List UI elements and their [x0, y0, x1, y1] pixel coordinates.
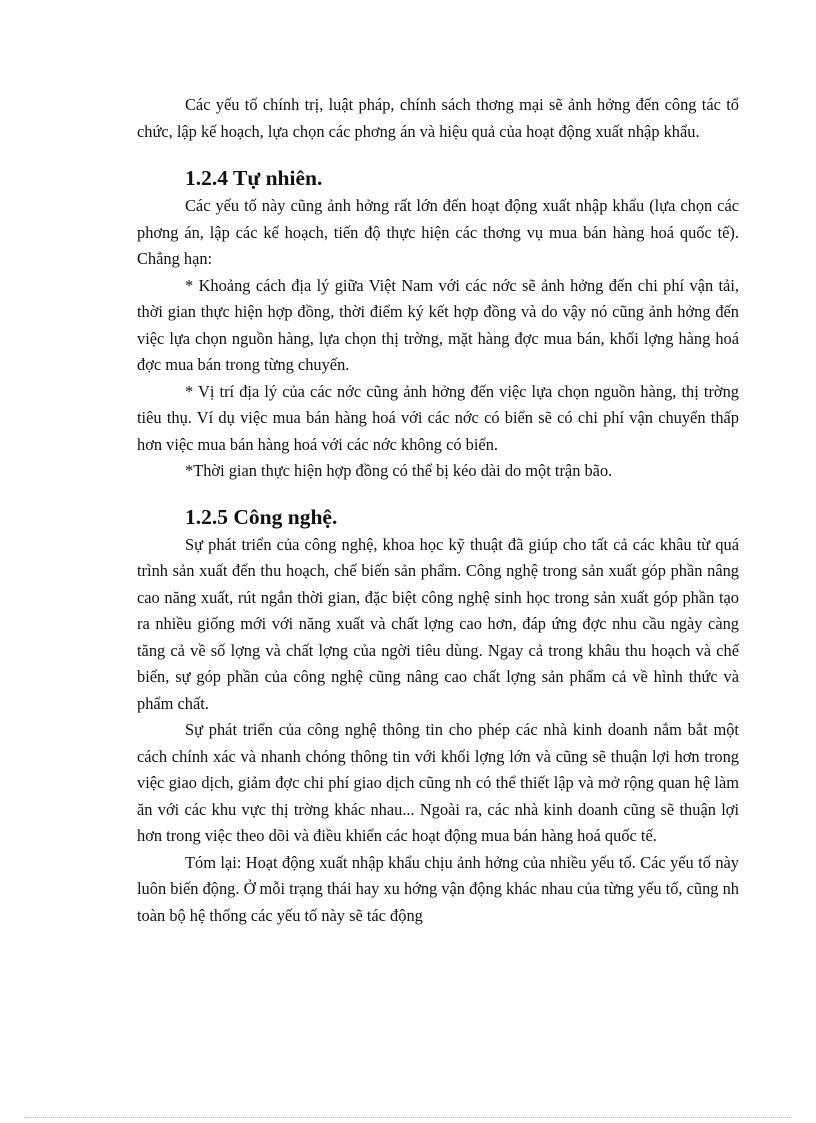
paragraph-contract-delay: *Thời gian thực hiện hợp đồng có thể bị kéo dài do một trận bão.	[185, 461, 613, 480]
paragraph-natural-intro: Các yếu tố này cũng ảnh hởng rất lớn đến hoạt động xuất nhập khẩu (lựa chọn các phơng án, lập các kế hoạch, tiến độ thực hiện các thơng vụ mua bán hàng hoá quốc tế). Chẳng hạn:	[137, 196, 739, 268]
paragraph-technology-development: Sự phát triển của công nghệ, khoa học kỹ thuật đã giúp cho tất cả các khâu từ quá trình sản xuất đến thu hoạch, chế biến sản phẩm. Công nghệ trong sản xuất góp phần nâng cao năng xuất, rút ngắn thời gian, đặc biệt công nghệ sinh học trong sản xuất góp phần tạo ra nhiều giống mới với năng xuất và chất lợng cao hơn, đáp ứng đợc nhu cầu ngày càng tăng cả về số lợng và chất lợng của ngời tiêu dùng. Ngay cả trong khâu thu hoạch và chế biến, sự góp phần của công nghệ cũng nâng cao chất lợng sản phẩm cả về hình thức và phẩm chất.	[137, 534, 739, 713]
paragraph-geographic-distance: * Khoảng cách địa lý giữa Việt Nam với các nớc sẽ ảnh hởng đến chi phí vận tải, thời gian thực hiện hợp đồng, thời điểm ký kết hợp đồng và do vậy nó cũng ảnh hởng đến việc lựa chọn nguồn hàng, lựa chọn thị trờng, mặt hàng đợc mua bán, khối lợng hàng hoá đợc mua bán trong từng chuyến.	[137, 275, 739, 374]
page-bottom-divider	[24, 1117, 792, 1118]
paragraph-politics: Các yếu tố chính trị, luật pháp, chính sách thơng mại sẽ ảnh hởng đến công tác tổ chức, lập kế hoạch, lựa chọn các phơng án và hiệu quả của hoạt động xuất nhập khẩu.	[137, 95, 739, 141]
section-heading-technology: 1.2.5 Công nghệ.	[185, 504, 338, 529]
paragraph-summary: Tóm lại: Hoạt động xuất nhập khẩu chịu ảnh hởng của nhiều yếu tố. Các yếu tố này luôn biến động. Ở mỗi trạng thái hay xu hớng vận động khác nhau của từng yếu tố, cũng nh toàn bộ hệ thống các yếu tố này sẽ tác động	[137, 852, 739, 925]
paragraph-information-technology: Sự phát triển của công nghệ thông tin cho phép các nhà kinh doanh nắm bắt một cách chính xác và nhanh chóng thông tin với khối lợng lớn và cũng sẽ thuận lợi hơn trong việc giao dịch, giảm đợc chi phí giao dịch cũng nh có thể thiết lập và mở rộng quan hệ làm ăn với các khu vực thị trờng khác nhau... Ngoài ra, các nhà kinh doanh cũng sẽ thuận lợi hơn trong việc theo dõi và điều khiển các hoạt động mua bán hàng hoá quốc tế.	[137, 720, 739, 845]
section-heading-natural: 1.2.4 Tự nhiên.	[185, 166, 323, 190]
paragraph-geographic-position: * Vị trí địa lý của các nớc cũng ảnh hởng đến việc lựa chọn nguồn hàng, thị trờng tiêu thụ. Ví dụ việc mua bán hàng hoá với các nớc có biển sẽ có chi phí vận chuyển thấp hơn việc mua bán hàng hoá với các nớc không có biển.	[137, 381, 739, 454]
document-page	[137, 92, 739, 929]
